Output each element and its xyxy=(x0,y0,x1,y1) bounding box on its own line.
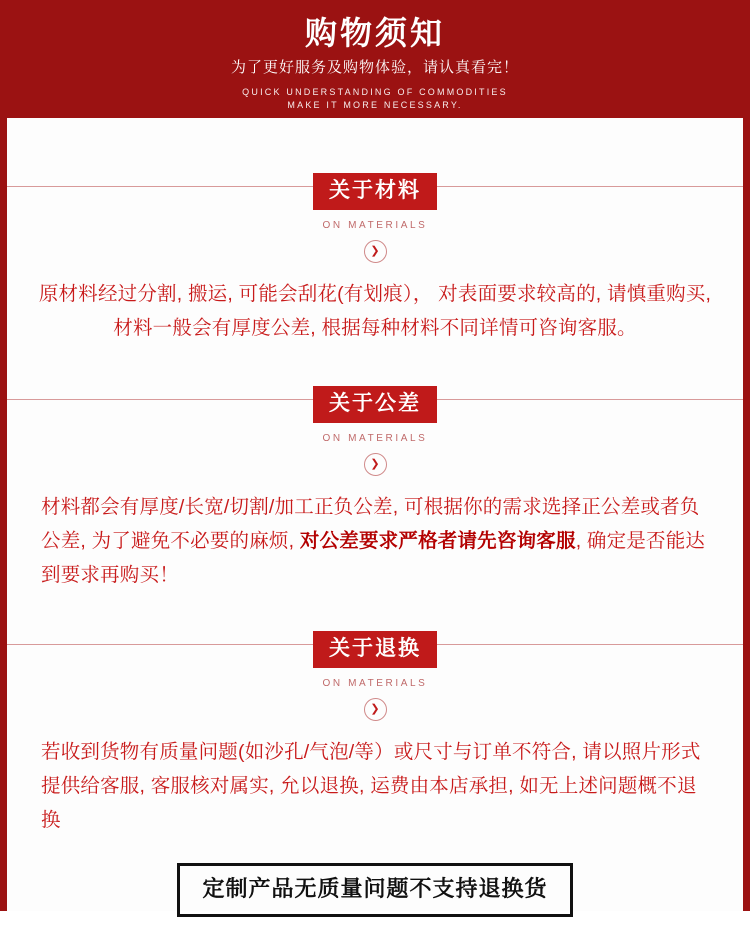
header-english-line-2: MAKE IT MORE NECESSARY. xyxy=(287,100,463,110)
tolerance-text-part-3: , 确定是否能达到要求再购买！ xyxy=(41,530,706,586)
section-body-returns: 若收到货物有质量问题(如沙孔/气泡/等）或尺寸与订单不符合, 请以照片形式提供给客服, 客服核对属实, 允以退换, 运费由本店承担, 如无上述问题概不退换 xyxy=(41,741,701,831)
section-body-materials: 原材料经过分割, 搬运, 可能会刮花(有划痕）， 对表面要求较高的, 请慎重购买, 材料一般会有厚度公差, 根据每种材料不同详情可咨询客服。 xyxy=(38,283,712,339)
section-tag-english: ON MATERIALS xyxy=(322,220,428,231)
section-header xyxy=(7,631,743,721)
section-tag-tolerance: 关于公差 xyxy=(313,386,437,423)
section-header xyxy=(7,386,743,476)
section-tag-english: ON MATERIALS xyxy=(322,433,428,444)
section-returns xyxy=(7,622,743,837)
custom-product-notice: 定制产品无质量问题不支持退换货 xyxy=(177,863,572,917)
section-tag-returns: 关于退换 xyxy=(313,631,437,668)
section-header xyxy=(7,173,743,263)
section-body-tolerance xyxy=(7,476,743,592)
page-header xyxy=(7,0,743,118)
section-tag-english: ON MATERIALS xyxy=(322,678,428,689)
page-title: 购物须知 xyxy=(304,15,445,51)
section-tolerance xyxy=(7,377,743,592)
header-english-line-1: QUICK UNDERSTANDING OF COMMODITIES xyxy=(242,87,508,97)
chevron-down-icon: ❯ xyxy=(364,698,387,721)
tolerance-text-part-1: 材料都会有厚度/长宽/切割/加工正负公差, 可根据你的需求选择正公差或者负公差, 为了避免不必要的麻烦, xyxy=(41,496,700,552)
footer xyxy=(7,863,743,935)
section-materials xyxy=(7,164,743,345)
tolerance-text-emphasis: 对公差要求严格者请先咨询客服 xyxy=(299,530,576,552)
section-tag-materials: 关于材料 xyxy=(313,173,437,210)
chevron-down-icon: ❯ xyxy=(364,453,387,476)
chevron-down-icon: ❯ xyxy=(364,240,387,263)
page-subtitle: 为了更好服务及购物体验，请认真看完！ xyxy=(230,59,519,76)
